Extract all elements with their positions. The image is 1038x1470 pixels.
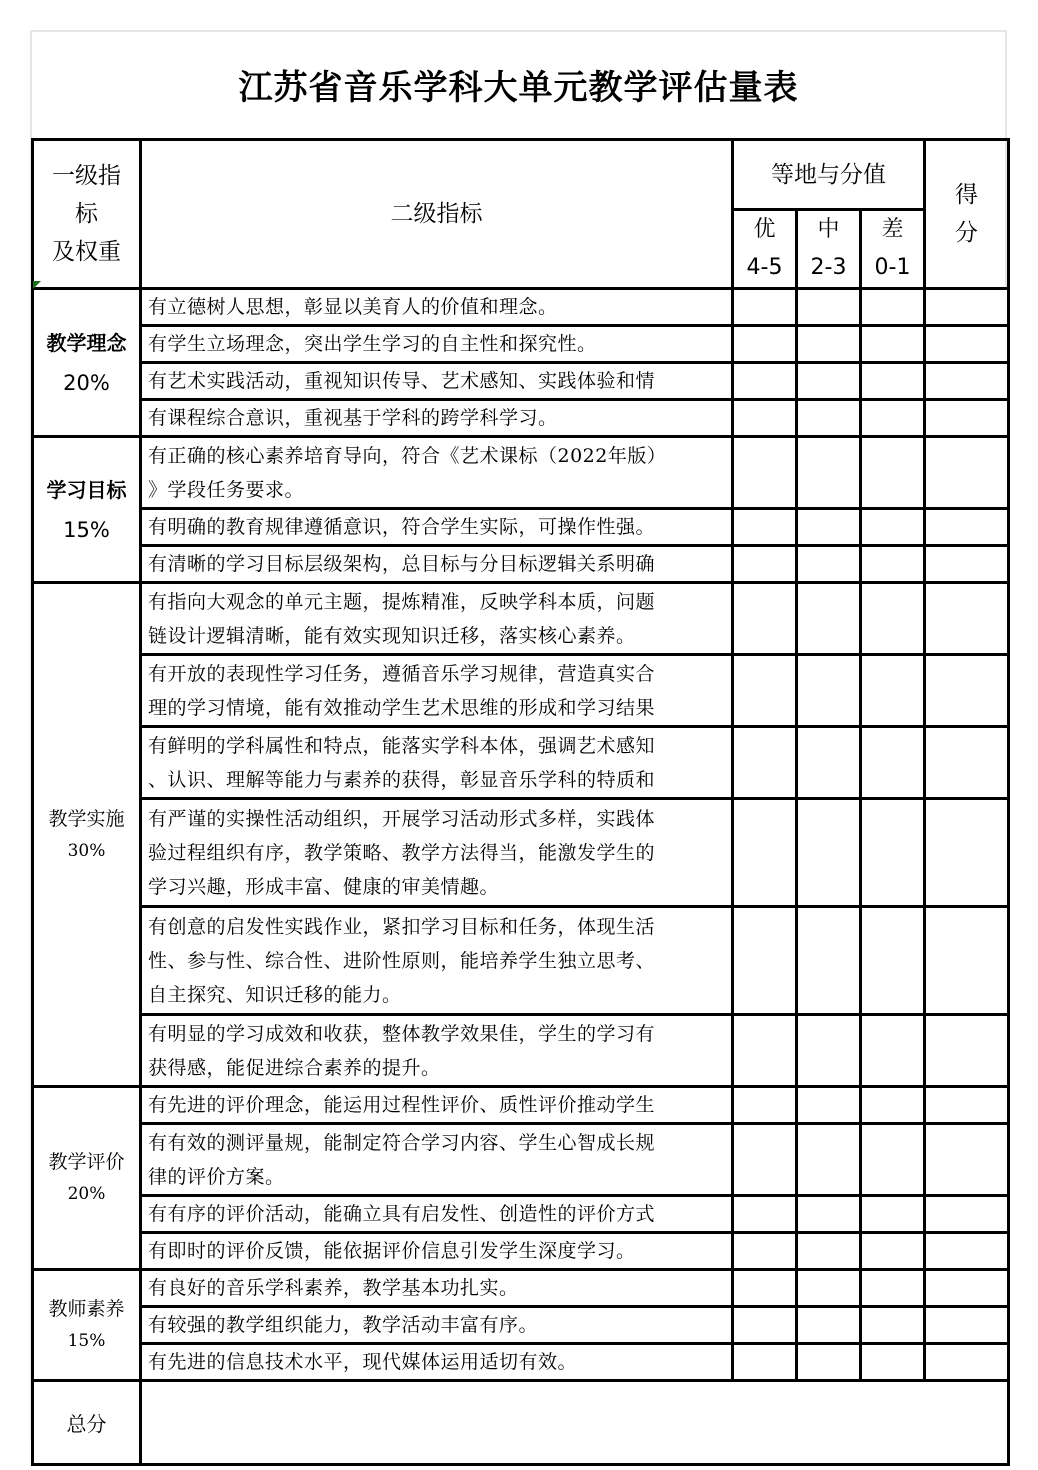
criterion-text bbox=[141, 799, 733, 907]
score-cell[interactable] bbox=[925, 1270, 1009, 1307]
criterion-line: 理的学习情境，能有效推动学生艺术思维的形成和学习结果 bbox=[148, 696, 656, 719]
criterion-line: 有学生立场理念，突出学生学习的自主性和探究性。 bbox=[148, 333, 597, 355]
grade-excellent-cell[interactable] bbox=[733, 907, 797, 1015]
criterion-line: 》学段任务要求。 bbox=[148, 478, 305, 501]
header-score-line: 分 bbox=[955, 220, 979, 246]
criterion-text bbox=[141, 1196, 733, 1233]
grade-poor-cell[interactable] bbox=[861, 289, 925, 326]
grade-poor-cell[interactable] bbox=[861, 326, 925, 363]
grade-medium-cell[interactable] bbox=[797, 509, 861, 546]
criterion-text bbox=[141, 509, 733, 546]
cell-comment-indicator-icon bbox=[33, 281, 41, 289]
criterion-line: 、认识、理解等能力与素养的获得，彰显音乐学科的特质和 bbox=[148, 768, 656, 791]
criterion-line: 有指向大观念的单元主题，提炼精准，反映学科本质，问题 bbox=[148, 590, 656, 613]
score-cell[interactable] bbox=[925, 1233, 1009, 1270]
grade-excellent-cell[interactable] bbox=[733, 326, 797, 363]
criterion-line: 有创意的启发性实践作业，紧扣学习目标和任务，体现生活 bbox=[148, 915, 656, 938]
total-label: 总分 bbox=[33, 1381, 141, 1465]
grade-medium-cell[interactable] bbox=[797, 546, 861, 583]
criterion-row bbox=[33, 546, 1009, 583]
grade-excellent-cell[interactable] bbox=[733, 509, 797, 546]
score-cell[interactable] bbox=[925, 1307, 1009, 1344]
criterion-text bbox=[141, 1087, 733, 1124]
grade-excellent-cell[interactable] bbox=[733, 546, 797, 583]
criterion-line: 有有序的评价活动，能确立具有启发性、创造性的评价方式 bbox=[148, 1203, 656, 1225]
grade-medium-cell[interactable] bbox=[797, 907, 861, 1015]
grade-excellent-cell[interactable] bbox=[733, 1015, 797, 1087]
criterion-line: 性、参与性、综合性、进阶性原则，能培养学生独立思考、 bbox=[148, 949, 656, 972]
criterion-text bbox=[141, 1233, 733, 1270]
grade-medium-cell[interactable] bbox=[797, 1015, 861, 1087]
criterion-line: 有清晰的学习目标层级架构，总目标与分目标逻辑关系明确 bbox=[148, 553, 656, 575]
criterion-text bbox=[141, 1307, 733, 1344]
criterion-row bbox=[33, 1124, 1009, 1196]
score-cell[interactable] bbox=[925, 655, 1009, 727]
criterion-row bbox=[33, 655, 1009, 727]
criterion-line: 有先进的信息技术水平，现代媒体运用适切有效。 bbox=[148, 1351, 578, 1373]
category-name: 教学实施 bbox=[48, 807, 125, 830]
score-cell[interactable] bbox=[925, 907, 1009, 1015]
category-weight: 20% bbox=[67, 1184, 106, 1204]
grade-range: 2-3 bbox=[810, 255, 847, 280]
criterion-line: 有鲜明的学科属性和特点，能落实学科本体，强调艺术感知 bbox=[148, 734, 656, 757]
page-title: 江苏省音乐学科大单元教学评估量表 bbox=[238, 68, 799, 108]
score-cell[interactable] bbox=[925, 1124, 1009, 1196]
grade-excellent-cell[interactable] bbox=[733, 727, 797, 799]
criterion-line: 律的评价方案。 bbox=[148, 1165, 285, 1188]
total-score-cell[interactable] bbox=[141, 1381, 1009, 1465]
criterion-line: 有严谨的实操性活动组织，开展学习活动形式多样，实践体 bbox=[148, 807, 656, 830]
grade-excellent bbox=[733, 210, 797, 289]
criterion-row bbox=[33, 326, 1009, 363]
grade-label: 差 bbox=[881, 217, 904, 242]
grade-excellent-cell[interactable] bbox=[733, 655, 797, 727]
criterion-line: 有明显的学习成效和收获，整体教学效果佳，学生的学习有 bbox=[148, 1022, 656, 1045]
header-row bbox=[33, 140, 1009, 210]
grade-range: 4-5 bbox=[746, 255, 783, 280]
score-cell[interactable] bbox=[925, 400, 1009, 437]
grade-excellent-cell[interactable] bbox=[733, 289, 797, 326]
grade-poor-cell[interactable] bbox=[861, 363, 925, 400]
criterion-row bbox=[33, 727, 1009, 799]
header-level1-line: 及权重 bbox=[52, 239, 121, 265]
grade-poor-cell[interactable] bbox=[861, 1233, 925, 1270]
criterion-row bbox=[33, 1270, 1009, 1307]
category-cell bbox=[33, 583, 141, 1087]
criterion-row bbox=[33, 509, 1009, 546]
header-score bbox=[925, 140, 1009, 289]
grade-label: 中 bbox=[817, 217, 840, 242]
criterion-line: 有良好的音乐学科素养，教学基本功扎实。 bbox=[148, 1277, 519, 1299]
header-level2: 二级指标 bbox=[141, 140, 733, 289]
category-name: 教师素养 bbox=[48, 1298, 125, 1320]
criterion-line: 验过程组织有序，教学策略、教学方法得当，能激发学生的 bbox=[148, 841, 656, 864]
grade-excellent-cell[interactable] bbox=[733, 1344, 797, 1381]
header-level1-line: 一级指 bbox=[52, 163, 121, 189]
score-cell[interactable] bbox=[925, 1344, 1009, 1381]
grade-poor-cell[interactable] bbox=[861, 1196, 925, 1233]
category-weight: 15% bbox=[63, 517, 110, 542]
score-cell[interactable] bbox=[925, 437, 1009, 509]
score-cell[interactable] bbox=[925, 1015, 1009, 1087]
category-cell bbox=[33, 1270, 141, 1381]
grade-medium-cell[interactable] bbox=[797, 799, 861, 907]
grade-poor-cell[interactable] bbox=[861, 1124, 925, 1196]
criterion-line: 有有效的测评量规，能制定符合学习内容、学生心智成长规 bbox=[148, 1131, 656, 1154]
grade-excellent-cell[interactable] bbox=[733, 799, 797, 907]
criterion-text bbox=[141, 1270, 733, 1307]
grade-medium-cell[interactable] bbox=[797, 326, 861, 363]
category-name: 教学理念 bbox=[46, 330, 127, 355]
criterion-row bbox=[33, 1344, 1009, 1381]
criterion-line: 链设计逻辑清晰，能有效实现知识迁移，落实核心素养。 bbox=[148, 624, 636, 647]
score-cell[interactable] bbox=[925, 326, 1009, 363]
score-cell[interactable] bbox=[925, 546, 1009, 583]
grade-poor-cell[interactable] bbox=[861, 1307, 925, 1344]
grade-poor-cell[interactable] bbox=[861, 546, 925, 583]
grade-medium-cell[interactable] bbox=[797, 1087, 861, 1124]
grade-medium-cell[interactable] bbox=[797, 400, 861, 437]
grade-medium-cell[interactable] bbox=[797, 1270, 861, 1307]
criterion-text bbox=[141, 1344, 733, 1381]
grade-poor-cell[interactable] bbox=[861, 907, 925, 1015]
header-level1-line: 标 bbox=[75, 201, 98, 227]
criterion-line: 有明确的教育规律遵循意识，符合学生实际，可操作性强。 bbox=[148, 516, 656, 538]
criterion-row bbox=[33, 1233, 1009, 1270]
grade-excellent-cell[interactable] bbox=[733, 1124, 797, 1196]
category-cell bbox=[33, 289, 141, 437]
grade-poor-cell[interactable] bbox=[861, 509, 925, 546]
score-cell[interactable] bbox=[925, 363, 1009, 400]
grade-poor-cell[interactable] bbox=[861, 400, 925, 437]
grade-poor-cell[interactable] bbox=[861, 1087, 925, 1124]
grade-range: 0-1 bbox=[874, 255, 911, 280]
criterion-row bbox=[33, 400, 1009, 437]
criterion-text bbox=[141, 727, 733, 799]
grade-excellent-cell[interactable] bbox=[733, 1233, 797, 1270]
header-score-line: 得 bbox=[955, 182, 979, 208]
criterion-line: 有即时的评价反馈，能依据评价信息引发学生深度学习。 bbox=[148, 1240, 636, 1262]
grade-medium-cell[interactable] bbox=[797, 1344, 861, 1381]
criterion-text bbox=[141, 1015, 733, 1087]
grade-poor-cell[interactable] bbox=[861, 727, 925, 799]
grade-excellent-cell[interactable] bbox=[733, 437, 797, 509]
criterion-text bbox=[141, 655, 733, 727]
criterion-line: 有较强的教学组织能力，教学活动丰富有序。 bbox=[148, 1314, 539, 1336]
criterion-text bbox=[141, 400, 733, 437]
grade-poor-cell[interactable] bbox=[861, 1344, 925, 1381]
grade-medium-cell[interactable] bbox=[797, 437, 861, 509]
grade-label: 优 bbox=[753, 217, 776, 242]
grade-excellent-cell[interactable] bbox=[733, 1087, 797, 1124]
grade-medium-cell[interactable] bbox=[797, 583, 861, 655]
criterion-row bbox=[33, 1015, 1009, 1087]
score-cell[interactable] bbox=[925, 583, 1009, 655]
grade-medium-cell[interactable] bbox=[797, 655, 861, 727]
criterion-line: 有课程综合意识，重视基于学科的跨学科学习。 bbox=[148, 407, 558, 429]
criterion-row bbox=[33, 437, 1009, 509]
criterion-row bbox=[33, 907, 1009, 1015]
evaluation-table bbox=[31, 138, 1010, 1466]
criterion-row bbox=[33, 289, 1009, 326]
grade-poor-cell[interactable] bbox=[861, 437, 925, 509]
header-level1 bbox=[33, 140, 141, 289]
criterion-row bbox=[33, 363, 1009, 400]
criterion-text bbox=[141, 289, 733, 326]
category-weight: 15% bbox=[67, 1331, 106, 1351]
grade-medium-cell[interactable] bbox=[797, 1124, 861, 1196]
criterion-row bbox=[33, 1087, 1009, 1124]
grade-medium-cell[interactable] bbox=[797, 289, 861, 326]
criterion-row bbox=[33, 799, 1009, 907]
criterion-text bbox=[141, 363, 733, 400]
category-weight: 20% bbox=[63, 370, 110, 395]
header-grade-group: 等地与分值 bbox=[733, 140, 925, 210]
grade-medium-cell[interactable] bbox=[797, 363, 861, 400]
criterion-line: 有正确的核心素养培育导向，符合《艺术课标（2022年版） bbox=[148, 444, 667, 467]
criterion-row bbox=[33, 1196, 1009, 1233]
grade-poor-cell[interactable] bbox=[861, 583, 925, 655]
criterion-line: 学习兴趣，形成丰富、健康的审美情趣。 bbox=[148, 875, 500, 898]
grade-medium bbox=[797, 210, 861, 289]
criterion-text bbox=[141, 326, 733, 363]
criterion-text bbox=[141, 907, 733, 1015]
score-cell[interactable] bbox=[925, 1087, 1009, 1124]
criterion-text bbox=[141, 437, 733, 509]
score-cell[interactable] bbox=[925, 1196, 1009, 1233]
category-cell bbox=[33, 1087, 141, 1270]
grade-poor-cell[interactable] bbox=[861, 1015, 925, 1087]
criterion-row bbox=[33, 583, 1009, 655]
grade-excellent-cell[interactable] bbox=[733, 363, 797, 400]
criterion-line: 有艺术实践活动，重视知识传导、艺术感知、实践体验和情 bbox=[148, 370, 656, 392]
grade-poor-cell[interactable] bbox=[861, 655, 925, 727]
grade-poor-cell[interactable] bbox=[861, 1270, 925, 1307]
score-cell[interactable] bbox=[925, 727, 1009, 799]
grade-medium-cell[interactable] bbox=[797, 1233, 861, 1270]
grade-medium-cell[interactable] bbox=[797, 727, 861, 799]
category-cell bbox=[33, 437, 141, 583]
score-cell[interactable] bbox=[925, 799, 1009, 907]
score-cell[interactable] bbox=[925, 509, 1009, 546]
grade-excellent-cell[interactable] bbox=[733, 1196, 797, 1233]
criterion-line: 有开放的表现性学习任务，遵循音乐学习规律，营造真实合 bbox=[148, 662, 656, 685]
grade-excellent-cell[interactable] bbox=[733, 1270, 797, 1307]
total-row bbox=[33, 1381, 1009, 1465]
criterion-text bbox=[141, 546, 733, 583]
grade-excellent-cell[interactable] bbox=[733, 1307, 797, 1344]
grade-poor-cell[interactable] bbox=[861, 799, 925, 907]
grade-medium-cell[interactable] bbox=[797, 1307, 861, 1344]
criterion-text bbox=[141, 1124, 733, 1196]
score-cell[interactable] bbox=[925, 289, 1009, 326]
grade-excellent-cell[interactable] bbox=[733, 400, 797, 437]
category-name: 教学评价 bbox=[48, 1151, 125, 1173]
grade-poor bbox=[861, 210, 925, 289]
category-weight: 30% bbox=[67, 840, 106, 861]
criterion-line: 获得感，能促进综合素养的提升。 bbox=[148, 1056, 441, 1079]
category-name: 学习目标 bbox=[46, 477, 127, 502]
criterion-row bbox=[33, 1307, 1009, 1344]
grade-excellent-cell[interactable] bbox=[733, 583, 797, 655]
criterion-text bbox=[141, 583, 733, 655]
criterion-line: 有先进的评价理念，能运用过程性评价、质性评价推动学生 bbox=[148, 1094, 656, 1116]
grade-medium-cell[interactable] bbox=[797, 1196, 861, 1233]
criterion-line: 有立德树人思想，彰显以美育人的价值和理念。 bbox=[148, 296, 558, 318]
criterion-line: 自主探究、知识迁移的能力。 bbox=[148, 983, 402, 1006]
